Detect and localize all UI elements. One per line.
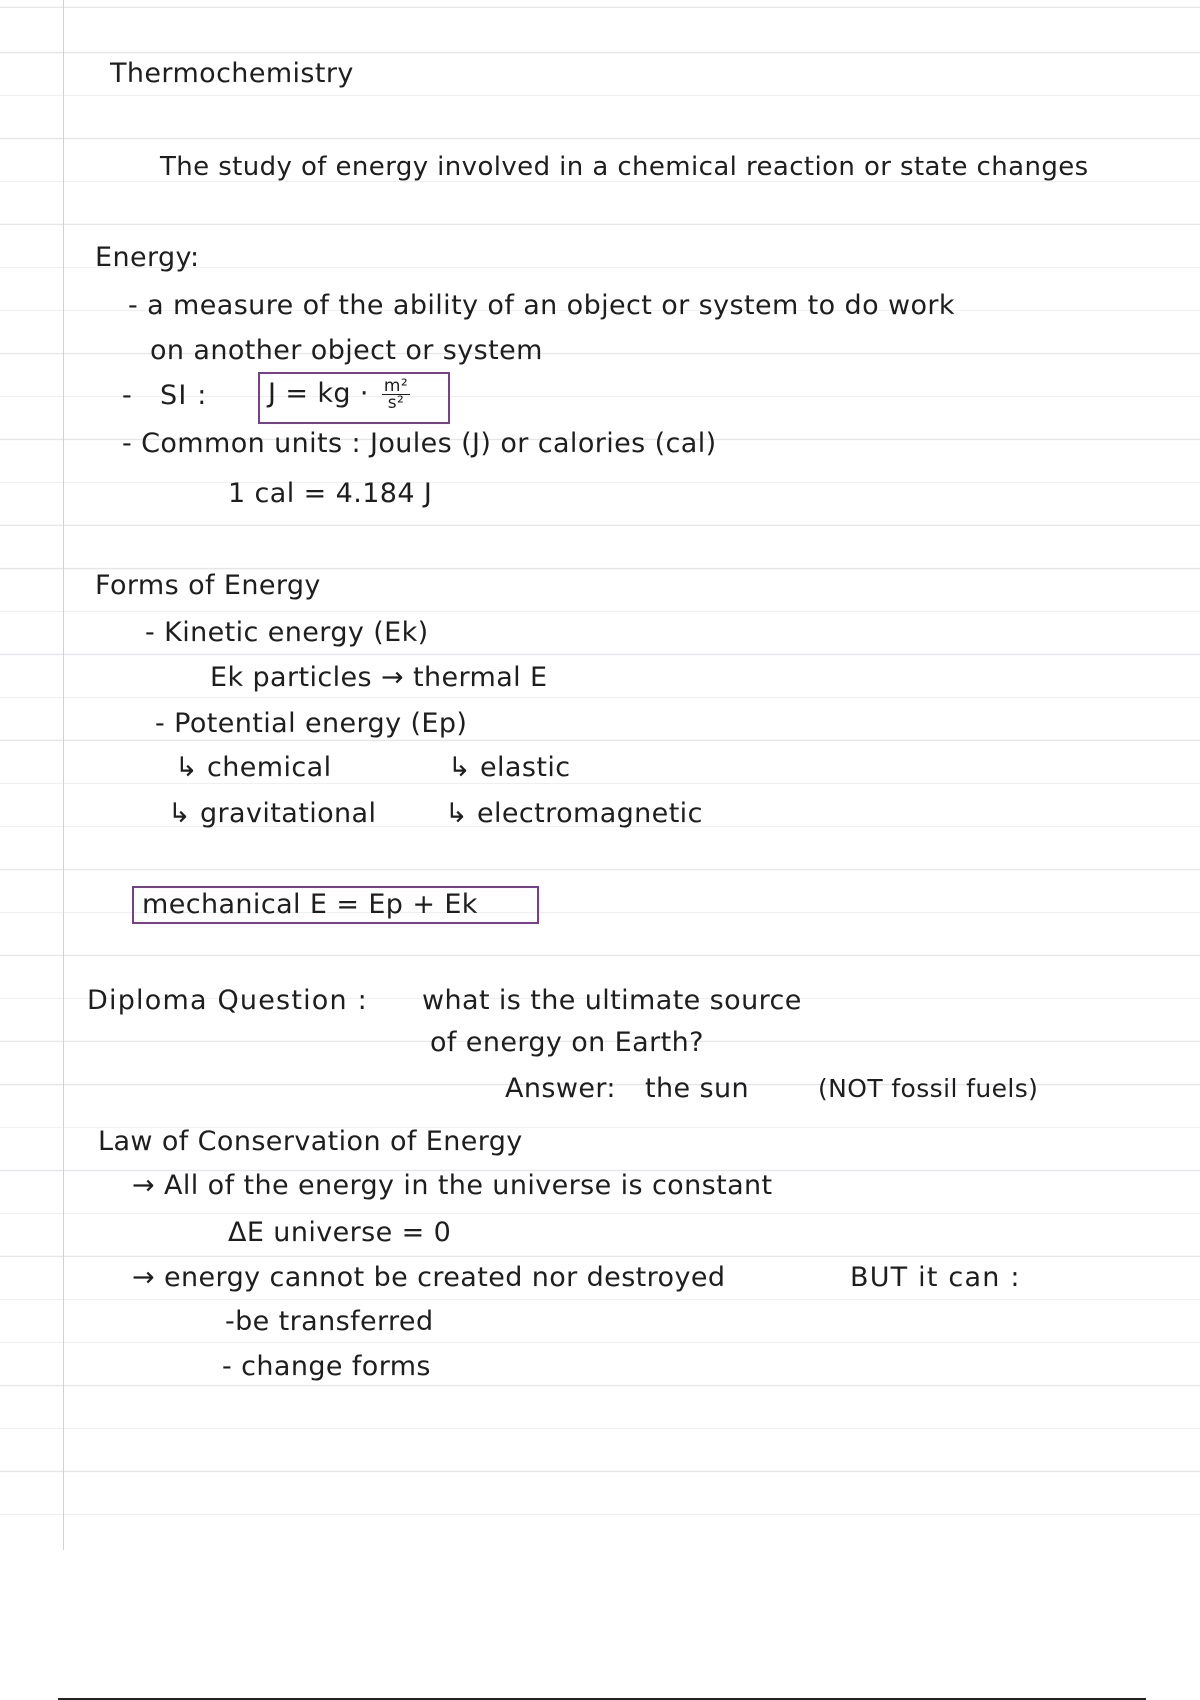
answer-text: the sun xyxy=(645,1073,749,1104)
si-formula-text: J = kg · xyxy=(268,378,369,409)
energy-definition-line2: on another object or system xyxy=(150,335,543,366)
diploma-question-line2: of energy on Earth? xyxy=(430,1027,704,1058)
forms-heading: Forms of Energy xyxy=(95,570,321,601)
calorie-conversion: 1 cal = 4.184 J xyxy=(228,478,433,509)
page-title: Thermochemistry xyxy=(110,58,354,89)
conservation-heading: Law of Conservation of Energy xyxy=(98,1126,523,1157)
chemical-item: ↳ chemical xyxy=(175,752,332,783)
conservation-sub1: -be transferred xyxy=(225,1306,434,1337)
margin-line xyxy=(63,0,64,1550)
conservation-equation: ΔE universe = 0 xyxy=(228,1217,452,1248)
electromagnetic-item: ↳ electromagnetic xyxy=(445,798,703,829)
si-fraction-numerator: m² xyxy=(383,376,409,396)
potential-energy-item: - Potential energy (Ep) xyxy=(155,708,468,739)
elastic-item: ↳ elastic xyxy=(448,752,571,783)
answer-note: (NOT fossil fuels) xyxy=(818,1074,1039,1103)
mechanical-energy-formula: mechanical E = Ep + Ek xyxy=(142,889,478,920)
kinetic-energy-item: - Kinetic energy (Ek) xyxy=(145,617,429,648)
conservation-sub2: - change forms xyxy=(222,1351,431,1382)
conservation-but: BUT it can : xyxy=(850,1262,1021,1293)
definition-text: The study of energy involved in a chemical reaction or state changes xyxy=(160,152,1089,182)
si-formula xyxy=(268,378,410,411)
si-dash: - xyxy=(122,380,133,411)
energy-heading: Energy: xyxy=(95,242,200,273)
diploma-question-line1: what is the ultimate source xyxy=(422,985,802,1016)
si-label: SI : xyxy=(160,380,208,411)
kinetic-energy-note: Ek particles → thermal E xyxy=(210,662,548,693)
answer-label: Answer: xyxy=(505,1073,616,1104)
conservation-point2: → energy cannot be created nor destroyed xyxy=(132,1262,726,1293)
si-fraction xyxy=(382,378,410,411)
diploma-question-label: Diploma Question : xyxy=(87,985,368,1016)
energy-definition-line1: - a measure of the ability of an object or system to do work xyxy=(128,290,955,321)
conservation-point1: → All of the energy in the universe is constant xyxy=(132,1170,773,1201)
gravitational-item: ↳ gravitational xyxy=(168,798,377,829)
si-fraction-denominator: s² xyxy=(387,393,405,413)
common-units-line: - Common units : Joules (J) or calories (cal) xyxy=(122,428,717,459)
